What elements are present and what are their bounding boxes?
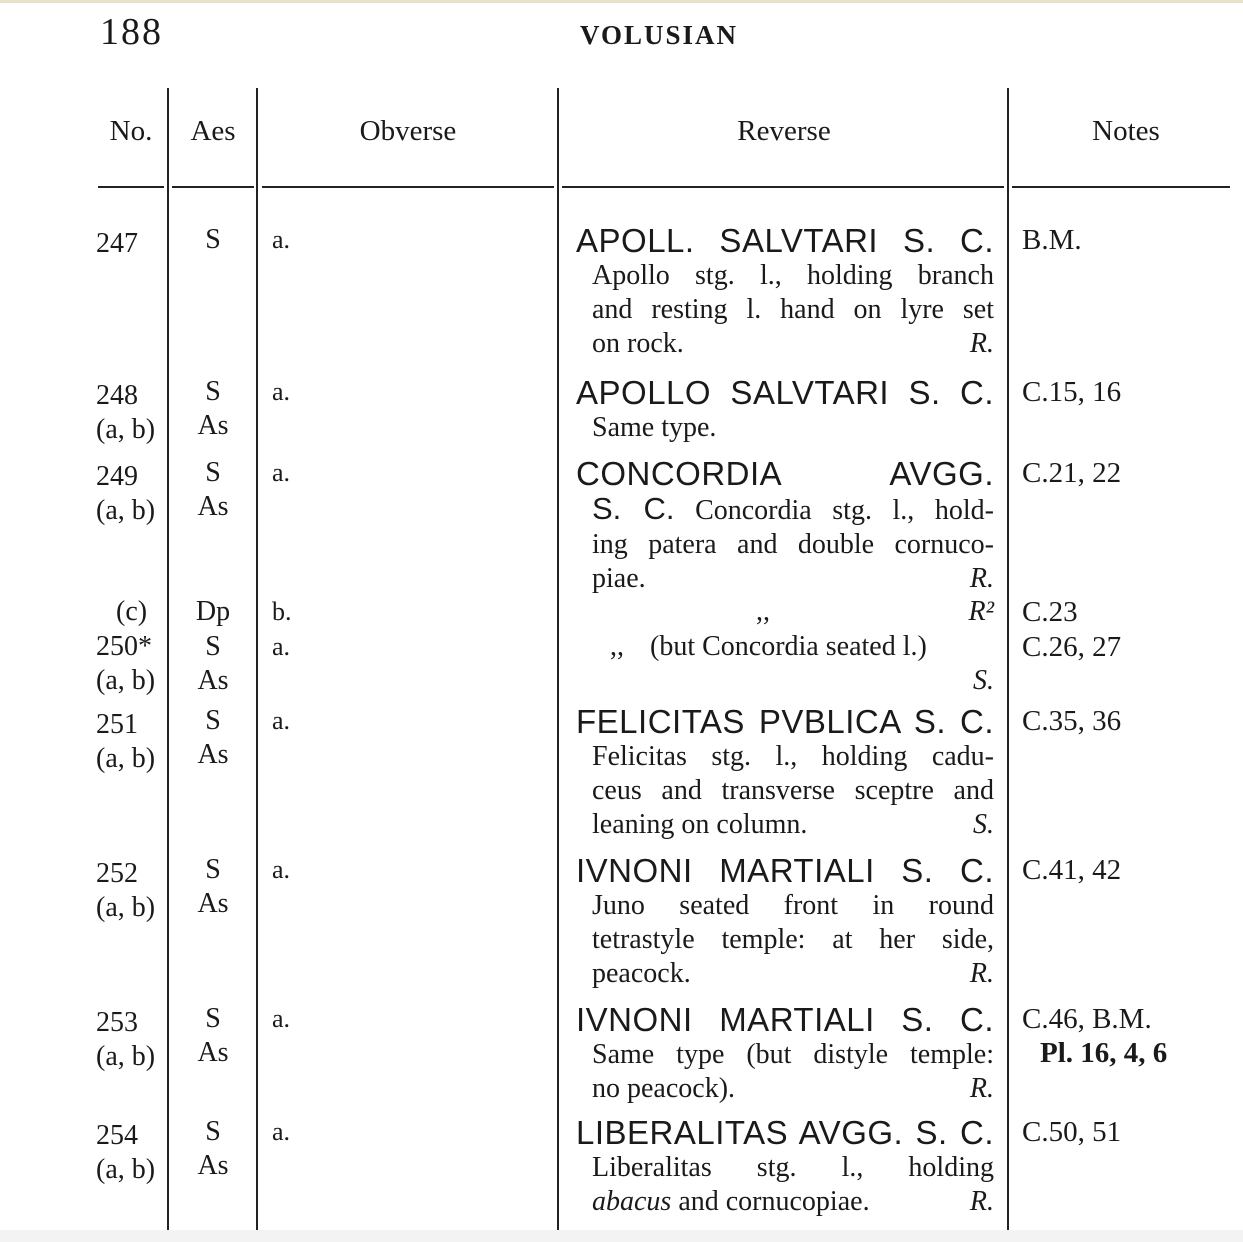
page-bottom-edge xyxy=(0,1230,1243,1242)
column-divider xyxy=(557,88,559,1232)
rarity: S. xyxy=(973,809,994,840)
description-line: tetrastyle temple: at her side, xyxy=(592,924,994,955)
reverse-cell xyxy=(576,223,994,361)
aes-value: S xyxy=(205,224,221,255)
notes-cell: C.26, 27 xyxy=(1022,631,1122,663)
header-rule xyxy=(1012,186,1230,188)
column-header-obverse: Obverse xyxy=(359,115,457,147)
notes-cell: C.21, 22 xyxy=(1022,457,1122,489)
entry-number: 252 (a, b) xyxy=(96,858,156,923)
aes-cell: S As xyxy=(197,1116,229,1181)
notes-cell: B.M. xyxy=(1022,224,1082,256)
reverse-legend: IVNONI MARTIALI S. C. xyxy=(576,1001,994,1038)
rarity: R. xyxy=(969,328,994,359)
description-line: on rock. R. xyxy=(592,328,994,359)
description-line: Same type. xyxy=(592,412,717,443)
notes-cell: C.50, 51 xyxy=(1022,1116,1122,1148)
entry-number: 248 (a, b) xyxy=(96,380,156,445)
aes-cell: S As xyxy=(197,376,229,441)
reverse-legend: APOLLO SALVTARI S. C. xyxy=(576,374,994,411)
reverse-cell xyxy=(576,1002,994,1106)
description-line: no peacock). R. xyxy=(592,1073,994,1104)
rarity: S. xyxy=(973,665,994,696)
reverse-legend: FELICITAS PVBLICA S. C. xyxy=(576,703,994,740)
column-header-reverse: Reverse xyxy=(737,115,831,147)
reverse-legend: CONCORDIA AVGG. xyxy=(576,455,994,492)
header-rule xyxy=(562,186,1004,188)
column-header-aes: Aes xyxy=(190,115,236,147)
entry-number: 249 (a, b) xyxy=(96,461,156,526)
description-line: ceus and transverse sceptre and xyxy=(592,775,994,806)
aes-cell: Dp xyxy=(195,596,231,627)
reverse-cell xyxy=(576,375,994,445)
obverse-cell: a. xyxy=(272,855,291,884)
entry-number: 247 xyxy=(96,228,138,259)
aes-cell xyxy=(170,223,256,257)
reverse-cell xyxy=(576,595,994,629)
entry-number: 253 (a, b) xyxy=(96,1007,156,1072)
page-number: 188 xyxy=(100,11,163,53)
reverse-description xyxy=(576,492,994,596)
reverse-description xyxy=(576,411,994,445)
reverse-cell xyxy=(576,630,994,698)
column-header-no: No. xyxy=(109,115,153,147)
reverse-cell xyxy=(576,1115,994,1219)
obverse-cell: a. xyxy=(272,1117,291,1146)
column-divider xyxy=(1007,88,1009,1232)
entry-number: 250* (a, b) xyxy=(96,631,156,696)
reverse-description xyxy=(576,259,994,361)
running-head: VOLUSIAN xyxy=(580,20,738,50)
reverse-legend: IVNONI MARTIALI S. C. xyxy=(576,852,994,889)
aes-cell: S As xyxy=(197,457,229,522)
aes-cell: S As xyxy=(197,631,229,696)
reverse-legend: APOLL. SALVTARI S. C. xyxy=(576,222,994,259)
obverse-cell: a. xyxy=(272,632,291,661)
obverse-cell: a. xyxy=(272,1004,291,1033)
page-top-edge xyxy=(0,0,1243,3)
obverse-cell: a. xyxy=(272,377,291,406)
reverse-cell xyxy=(576,456,994,596)
column-divider xyxy=(256,88,258,1232)
description-line: Juno seated front in round xyxy=(592,890,994,921)
aes-cell: S As xyxy=(197,854,229,919)
aes-cell: S As xyxy=(197,705,229,770)
rarity: R. xyxy=(969,958,994,989)
obverse-cell: a. xyxy=(272,225,291,254)
description-line: leaning on column. S. xyxy=(592,809,994,840)
reverse-description xyxy=(576,1151,994,1219)
plate-reference: Pl. 16, 4, 6 xyxy=(1040,1037,1168,1069)
header-rule xyxy=(98,186,164,188)
description-line: S. C. Concordia stg. l., hold- xyxy=(592,491,994,526)
reverse-description xyxy=(576,889,994,991)
header-rule xyxy=(262,186,554,188)
notes-cell: C.35, 36 xyxy=(1022,705,1122,737)
reverse-description xyxy=(576,740,994,842)
rarity: R. xyxy=(969,1073,994,1104)
reverse-cell xyxy=(576,704,994,842)
reverse-legend: LIBERALITAS AVGG. S. C. xyxy=(576,1114,994,1151)
reverse-cell xyxy=(576,853,994,991)
description-line: Felicitas stg. l., holding cadu- xyxy=(592,741,994,772)
reverse-description xyxy=(576,630,994,698)
description-line: Liberalitas stg. l., holding xyxy=(592,1152,994,1183)
column-divider xyxy=(167,88,169,1232)
notes-cell: C.15, 16 xyxy=(1022,376,1122,408)
column-header-notes: Notes xyxy=(1092,115,1160,147)
reverse-description xyxy=(576,1038,994,1106)
description-line: Apollo stg. l., holding branch xyxy=(592,260,994,291)
obverse-cell: a. xyxy=(272,458,291,487)
description-line: and resting l. hand on lyre set xyxy=(592,294,994,325)
description-line: ing patera and double cornuco- xyxy=(592,529,994,560)
description-line: peacock. R. xyxy=(592,958,994,989)
entry-number: 251 (a, b) xyxy=(96,709,156,774)
rarity: R. xyxy=(969,563,994,594)
notes-cell: C.46, B.M. Pl. 16, 4, 6 xyxy=(1022,1003,1168,1069)
reverse-description xyxy=(576,595,994,629)
rarity: R. xyxy=(969,1186,994,1217)
description-line xyxy=(592,664,994,698)
rarity: R² xyxy=(968,596,994,627)
notes-cell: C.41, 42 xyxy=(1022,854,1122,886)
description-line: piae. R. xyxy=(592,563,994,594)
description-line: abacus and cornucopiae. R. xyxy=(592,1186,994,1217)
description-line: ,, (but Concordia seated l.) xyxy=(610,631,927,662)
obverse-cell: a. xyxy=(272,706,291,735)
description-line: Same type (but distyle temple: xyxy=(592,1039,994,1070)
entry-number: (c) xyxy=(116,596,148,627)
description-line: ,, R² xyxy=(756,596,994,627)
aes-cell: S As xyxy=(197,1003,229,1068)
obverse-cell: b. xyxy=(272,597,292,626)
notes-cell: C.23 xyxy=(1022,596,1078,628)
entry-number: 254 (a, b) xyxy=(96,1120,156,1185)
header-rule xyxy=(172,186,254,188)
